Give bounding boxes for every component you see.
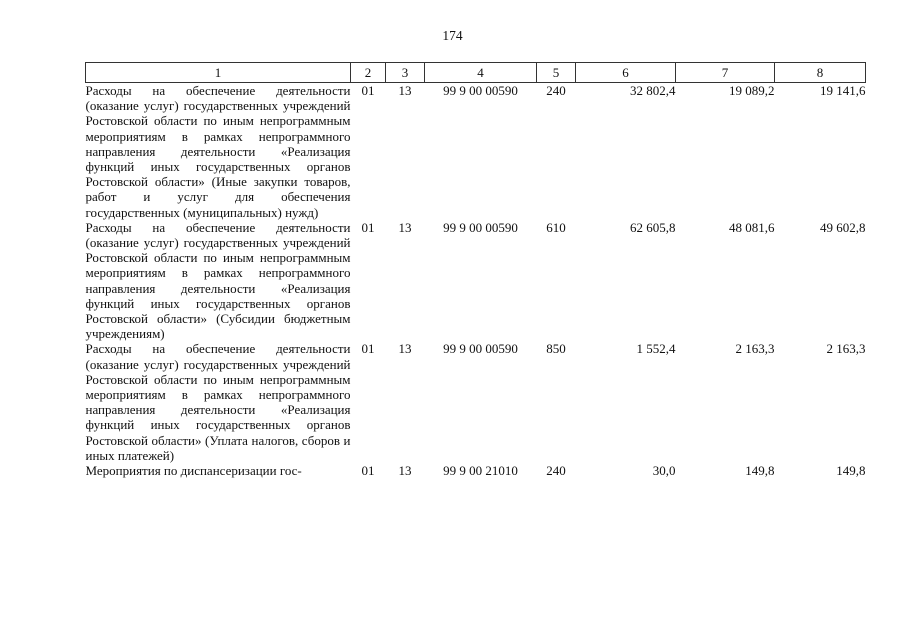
target-article-code: 99 9 00 21010 [443,463,518,479]
amount-col-8: 19 141,6 [820,83,866,98]
section-code: 01 [361,341,375,357]
column-header: 4 [425,63,537,83]
amount-col-7: 19 089,2 [729,83,775,98]
row-description: Мероприятия по диспансеризации гос- [85,463,302,479]
row-description: Расходы на обеспечение деятельности (оказание услуг) государственных учреждений Ростовской области по иным непрограммным мероприятиям в рамках непрограммного направления деятельности «Реализация функций иных государственных органов Ростовской области» (Иные закупки товаров, работ и услуг для обеспечения государственных (муниципальных) нужд) [85,83,351,220]
target-article-code: 99 9 00 00590 [443,83,518,98]
column-header: 3 [386,63,425,83]
subsection-code: 13 [398,341,412,357]
amount-col-8: 149,8 [836,463,866,479]
expense-type-code: 240 [546,463,566,479]
subsection-code: 13 [398,463,412,479]
expense-type-code: 850 [546,341,566,357]
table-header-row [86,63,866,83]
amount-col-6: 30,0 [652,463,676,479]
section-code: 01 [361,219,375,235]
amount-col-8: 49 602,8 [820,219,866,235]
row-description: Расходы на обеспечение деятельности (оказание услуг) государственных учреждений Ростовской области по иным непрограммным мероприятиям в рамках непрограммного направления деятельности «Реализация функций иных государственных органов Ростовской области» (Субсидии бюджетным учреждениям) [85,219,351,342]
expense-type-code: 610 [546,219,566,235]
amount-col-8: 2 163,3 [826,341,866,357]
column-header: 7 [676,63,775,83]
amount-col-7: 2 163,3 [735,341,775,357]
expense-type-code: 240 [546,83,566,98]
column-header: 2 [351,63,386,83]
section-code: 01 [361,463,375,479]
column-header: 6 [576,63,676,83]
amount-col-6: 1 552,4 [636,341,676,357]
table-row [86,341,866,463]
subsection-code: 13 [398,219,412,235]
table-row [86,220,866,342]
table-row [86,83,866,220]
amount-col-6: 62 605,8 [630,219,676,235]
column-header: 5 [537,63,576,83]
table-row [86,463,866,503]
subsection-code: 13 [398,83,412,98]
row-description: Расходы на обеспечение деятельности (оказание услуг) государственных учреждений Ростовской области по иным непрограммным мероприятиям в рамках непрограммного направления деятельности «Реализация функций иных государственных органов Ростовской области» (Уплата налогов, сборов и иных платежей) [85,341,351,463]
page-number: 174 [442,28,463,43]
budget-table [85,62,866,503]
column-header: 8 [775,63,866,83]
amount-col-6: 32 802,4 [630,83,676,98]
amount-col-7: 149,8 [745,463,775,479]
section-code: 01 [361,83,375,98]
target-article-code: 99 9 00 00590 [443,341,518,357]
target-article-code: 99 9 00 00590 [443,219,518,235]
amount-col-7: 48 081,6 [729,219,775,235]
column-header: 1 [86,63,351,83]
